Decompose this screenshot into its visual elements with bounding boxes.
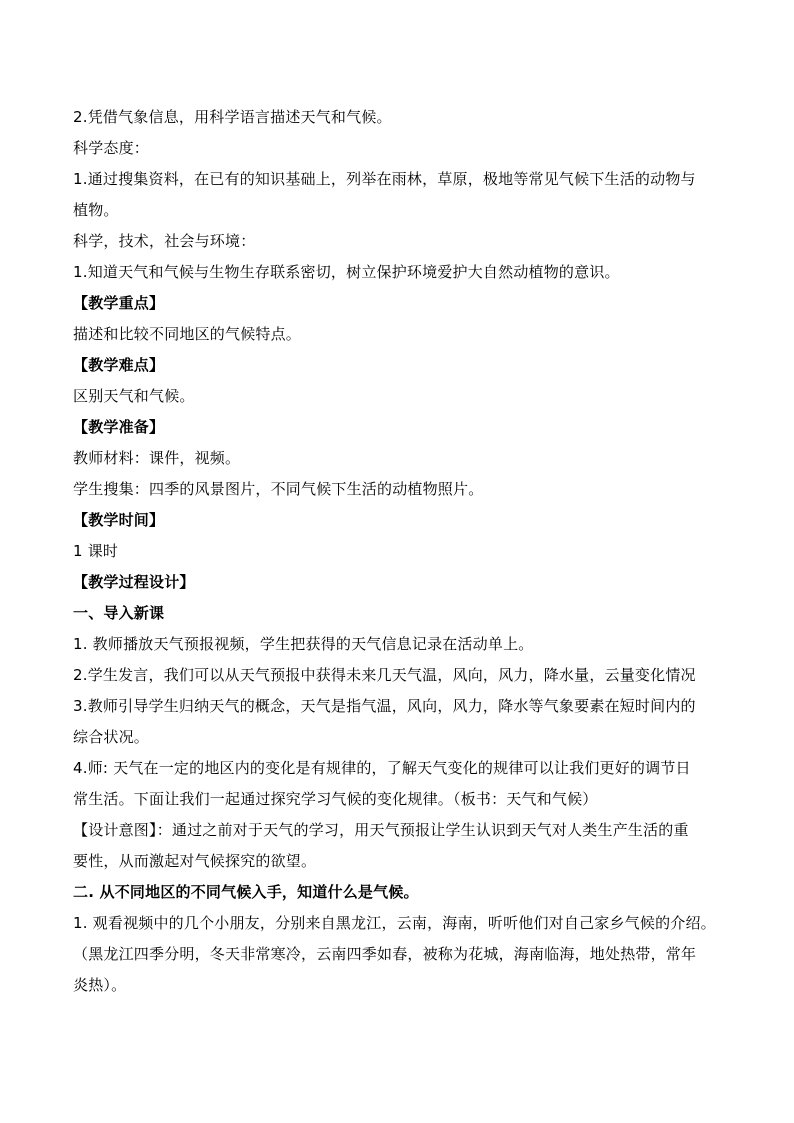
text-line: 植物。 (73, 201, 119, 219)
text-line: 1 课时 (73, 542, 119, 560)
text-line: 炎热）。 (73, 976, 127, 994)
text-line: 1. 教师播放天气预报视频，学生把获得的天气信息记录在活动单上。 (73, 635, 534, 653)
text-line: 教师材料：课件，视频。 (73, 449, 241, 467)
subheading-introduction: 一、导入新课 (73, 604, 165, 622)
section-label: 科学态度： (73, 139, 150, 157)
section-label: 科学，技术，社会与环境： (73, 232, 256, 250)
heading-teaching-difficulty: 【教学难点】 (73, 356, 165, 374)
heading-teaching-preparation: 【教学准备】 (73, 418, 165, 436)
text-line: 常生活。下面让我们一起通过探究学习气候的变化规律。（板书：天气和气候） (73, 790, 598, 808)
text-line: 区别天气和气候。 (73, 387, 195, 405)
text-line: 学生搜集：四季的风景图片，不同气候下生活的动植物照片。 (73, 480, 484, 498)
text-line: 3.教师引导学生归纳天气的概念，天气是指气温，风向，风力，降水等气象要素在短时间内的 (73, 697, 696, 715)
text-line: 描述和比较不同地区的气候特点。 (73, 325, 302, 343)
text-line: 2.凭借气象信息，用科学语言描述天气和气候。 (73, 108, 392, 126)
heading-teaching-time: 【教学时间】 (73, 511, 165, 529)
text-line: （黑龙江四季分明，冬天非常寒冷，云南四季如春，被称为花城，海南临海，地处热带，常年 (73, 945, 697, 963)
document-body (73, 102, 733, 1001)
text-line: 要性，从而激起对气候探究的欲望。 (73, 852, 317, 870)
subheading-climate-regions: 二. 从不同地区的不同气候入手，知道什么是气候。 (73, 883, 419, 901)
text-line: 1.知道天气和气候与生物生存联系密切，树立保护环境爱护大自然动植物的意识。 (73, 263, 620, 281)
text-line: 综合状况。 (73, 728, 150, 746)
heading-teaching-focus: 【教学重点】 (73, 294, 165, 312)
text-line: 【设计意图】：通过之前对于天气的学习，用天气预报让学生认识到天气对人类生产生活的重 (73, 821, 689, 839)
text-line: 1. 观看视频中的几个小朋友，分别来自黑龙江，云南，海南，听听他们对自己家乡气候的介绍。 (73, 914, 716, 932)
text-line: 4.师: 天气在一定的地区内的变化是有规律的，了解天气变化的规律可以让我们更好的调节日 (73, 759, 691, 777)
heading-teaching-process: 【教学过程设计】 (73, 573, 195, 591)
text-line: 2.学生发言，我们可以从天气预报中获得未来几天气温，风向，风力，降水量，云量变化情况 (73, 666, 696, 684)
text-line: 1.通过搜集资料，在已有的知识基础上，列举在雨林，草原，极地等常见气候下生活的动物与 (73, 170, 696, 188)
